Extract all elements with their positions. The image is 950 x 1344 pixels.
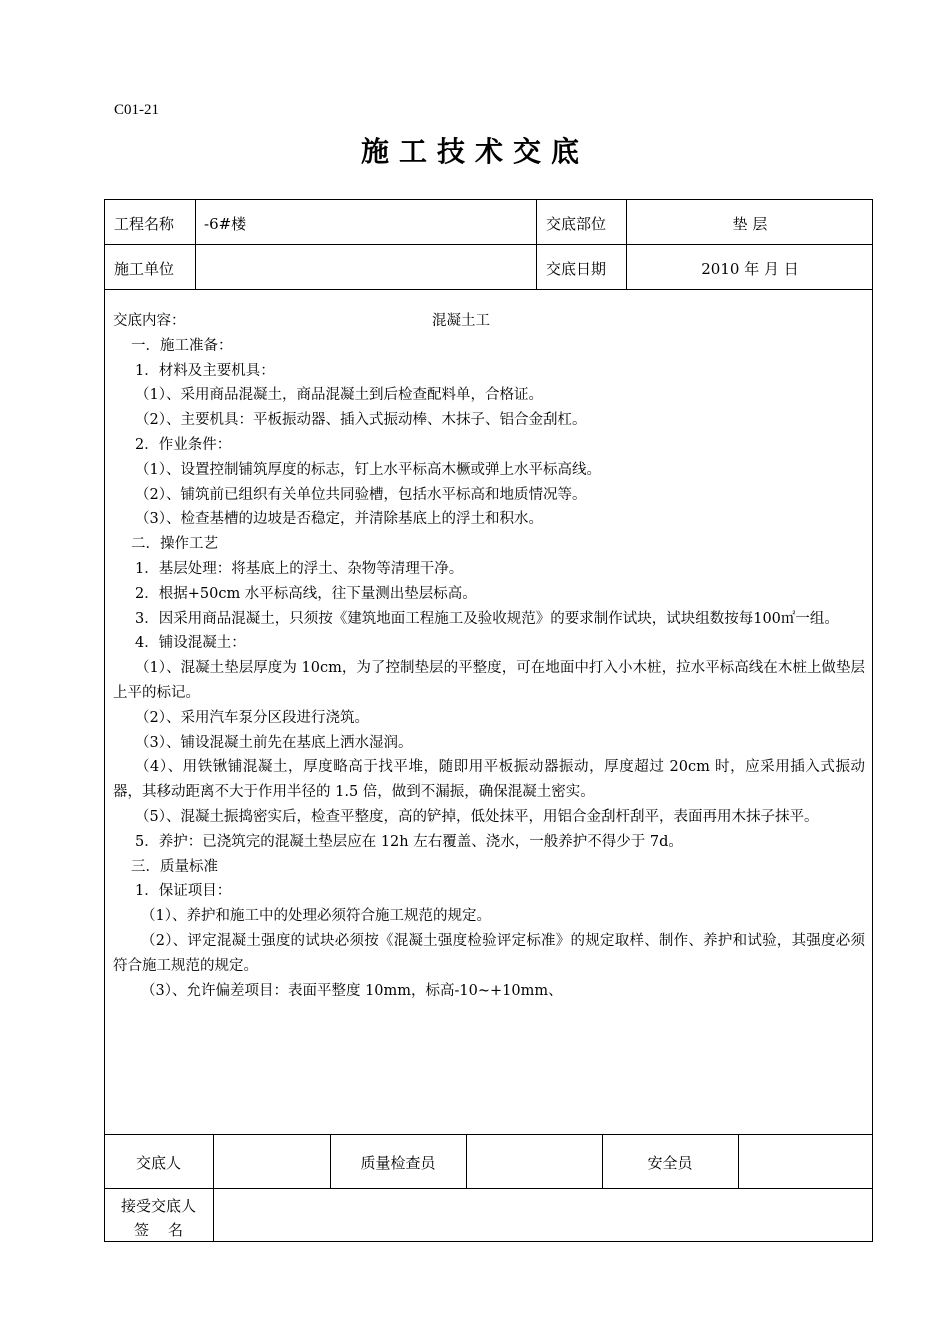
unit-label: 施工单位 — [114, 260, 175, 278]
date-value[interactable]: 2010 年 月 日 — [701, 260, 799, 278]
row-divider — [104, 1188, 873, 1189]
content-line: （3）、检查基槽的边坡是否稳定，并清除基底上的浮土和积水。 — [135, 511, 543, 528]
content-line: （1）、混凝土垫层厚度为 10cm，为了控制垫层的平整度，可在地面中打入小木桩，拉水平标高线在木桩上做垫层上平的标记。 — [113, 660, 865, 701]
col-divider — [213, 1134, 214, 1242]
content-line: 4．铺设混凝土： — [135, 635, 246, 652]
inspector-label: 质量检查员 — [360, 1154, 436, 1172]
content-line: （1）、采用商品混凝土，商品混凝土到后检查配料单，合格证。 — [135, 387, 543, 404]
content-line: （1）、设置控制铺筑厚度的标志，钉上水平标高木橛或弹上水平标高线。 — [135, 461, 601, 478]
receiver-sign-label: 签 名 — [133, 1221, 184, 1239]
content-line: 1．基层处理：将基底上的浮土、杂物等清理干净。 — [135, 560, 464, 577]
content-line: 2．根据+50cm 水平标高线，往下量测出垫层标高。 — [135, 585, 477, 602]
content-line: （3）、铺设混凝土前先在基底上洒水湿润。 — [135, 734, 413, 751]
content-line: （2）、评定混凝土强度的试块必须按《混凝土强度检验评定标准》的规定取样、制作、养护和试验，其强度必须符合施工规范的规定。 — [113, 932, 865, 974]
content-line: 一．施工准备： — [131, 337, 233, 354]
col-divider — [738, 1134, 739, 1188]
content-line: （2）、采用汽车泵分区段进行浇筑。 — [135, 709, 369, 726]
content-line: （4）、用铁锹铺混凝土，厚度略高于找平堆，随即用平板振动器振动，厚度超过 20cm 时，应采用插入式振动器，其移动距离不大于作用半径的 1.5 倍，做到不漏振，确保混凝土密实。 — [113, 759, 865, 801]
content-line: 二．操作工艺 — [131, 536, 218, 553]
row-divider — [104, 1134, 873, 1135]
safety-label: 安全员 — [647, 1154, 693, 1172]
row-divider — [104, 289, 873, 290]
receiver-label: 接受交底人 — [120, 1197, 196, 1215]
content-line: 2．作业条件： — [135, 436, 232, 453]
content-line: 1．材料及主要机具： — [135, 362, 275, 379]
content-line: 3．因采用商品混凝土，只须按《建筑地面工程施工及验收规范》的要求制作试块，试块组数按每100㎡一组。 — [135, 610, 839, 627]
content-label: 交底内容： — [113, 313, 186, 329]
content-line: 5．养护：已浇筑完的混凝土垫层应在 12h 左右覆盖、浇水，一般养护不得少于 7d。 — [135, 833, 683, 850]
content-line: 三．质量标准 — [131, 858, 218, 875]
row-divider — [104, 244, 873, 245]
content-line: （2）、铺筑前已组织有关单位共同验槽，包括水平标高和地质情况等。 — [135, 486, 587, 503]
col-divider — [466, 1134, 467, 1188]
page-title: 施工技术交底 — [360, 135, 589, 168]
content-line: 1．保证项目： — [135, 883, 232, 900]
content-line: （3）、允许偏差项目：表面平整度 10mm，标高-10~+10mm、 — [141, 982, 563, 999]
date-label: 交底日期 — [546, 260, 607, 278]
content-line: （2）、主要机具：平板振动器、插入式振动棒、木抹子、铝合金刮杠。 — [135, 412, 587, 429]
location-label: 交底部位 — [546, 215, 607, 233]
project-name-value[interactable]: -6#楼 — [204, 215, 247, 233]
content-heading — [113, 309, 865, 334]
content-line: （5）、混凝土振捣密实后，检查平整度，高的铲掉，低处抹平，用铝合金刮杆刮平，表面再用木抹子抹平。 — [135, 808, 819, 825]
location-value[interactable]: 垫 层 — [732, 215, 768, 233]
disclosure-content — [113, 309, 865, 1003]
discloser-label: 交底人 — [135, 1154, 181, 1172]
project-name-label: 工程名称 — [114, 215, 175, 233]
form-code: C01-21 — [114, 102, 159, 118]
col-divider — [195, 199, 196, 289]
col-divider — [536, 199, 537, 289]
content-subject: 混凝土工 — [432, 313, 490, 329]
content-line: （1）、养护和施工中的处理必须符合施工规范的规定。 — [141, 908, 491, 925]
